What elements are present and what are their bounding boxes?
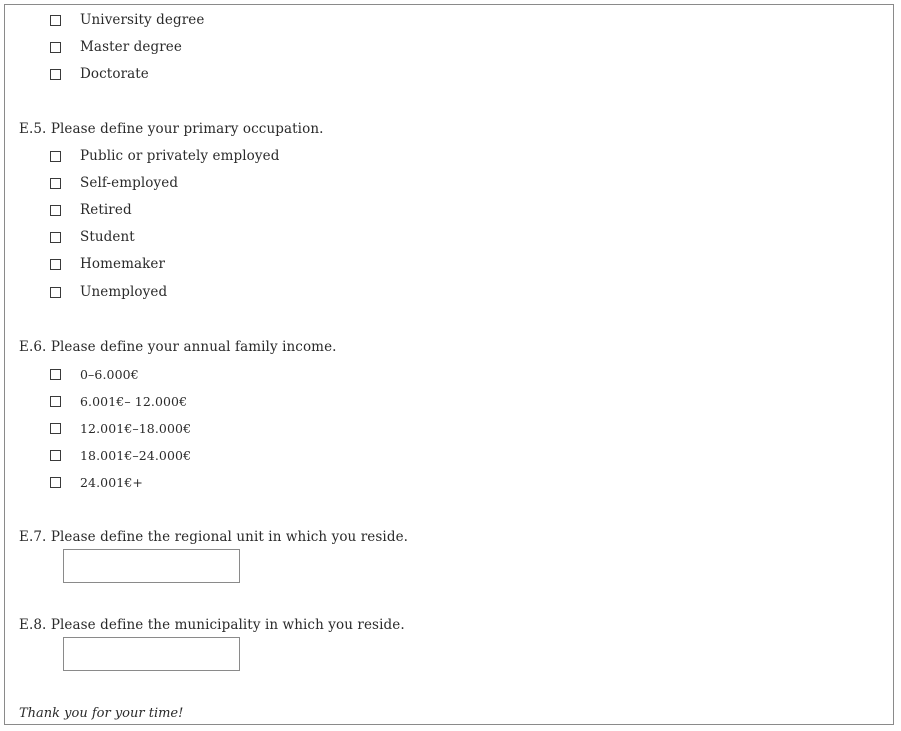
checkbox[interactable]: [50, 178, 61, 189]
checkbox[interactable]: [50, 15, 61, 26]
checkbox[interactable]: [50, 423, 61, 434]
option-income-4[interactable]: [50, 446, 191, 464]
option-student[interactable]: [50, 228, 135, 246]
option-retired[interactable]: [50, 201, 132, 219]
option-label: 24.001€+: [80, 474, 143, 490]
option-label: Student: [80, 229, 135, 245]
option-label: 12.001€–18.000€: [80, 420, 192, 436]
regional-unit-input[interactable]: [63, 549, 240, 583]
question-e5: E.5. Please define your primary occupation.: [19, 121, 324, 137]
option-label: 18.001€–24.000€: [80, 447, 192, 463]
option-homemaker[interactable]: [50, 255, 165, 273]
checkbox[interactable]: [50, 396, 61, 407]
option-label: Master degree: [80, 39, 182, 55]
option-doctorate[interactable]: [50, 65, 149, 83]
question-e8: E.8. Please define the municipality in which you reside.: [19, 617, 405, 633]
question-e7: E.7. Please define the regional unit in which you reside.: [19, 529, 409, 545]
checkbox[interactable]: [50, 450, 61, 461]
checkbox[interactable]: [50, 477, 61, 488]
option-self-employed[interactable]: [50, 174, 178, 192]
option-label: Doctorate: [80, 66, 149, 82]
municipality-input[interactable]: [63, 637, 240, 671]
checkbox[interactable]: [50, 369, 61, 380]
option-label: University degree: [80, 12, 205, 28]
option-income-2[interactable]: [50, 392, 187, 410]
option-university-degree[interactable]: [50, 11, 204, 29]
questionnaire-frame: [4, 4, 894, 725]
option-income-1[interactable]: [50, 365, 139, 383]
checkbox[interactable]: [50, 259, 61, 270]
checkbox[interactable]: [50, 287, 61, 298]
option-label: Public or privately employed: [80, 148, 280, 164]
option-employed[interactable]: [50, 147, 279, 165]
option-income-5[interactable]: [50, 473, 143, 491]
checkbox[interactable]: [50, 232, 61, 243]
option-unemployed[interactable]: [50, 283, 167, 301]
option-label: Unemployed: [80, 284, 168, 300]
checkbox[interactable]: [50, 69, 61, 80]
option-master-degree[interactable]: [50, 38, 182, 56]
checkbox[interactable]: [50, 205, 61, 216]
checkbox[interactable]: [50, 151, 61, 162]
closing-message: Thank you for your time!: [19, 706, 184, 721]
option-label: Homemaker: [80, 256, 166, 272]
option-income-3[interactable]: [50, 419, 191, 437]
option-label: 0–6.000€: [80, 366, 139, 382]
option-label: 6.001€– 12.000€: [80, 393, 188, 409]
checkbox[interactable]: [50, 42, 61, 53]
option-label: Retired: [80, 202, 132, 218]
question-e6: E.6. Please define your annual family income.: [19, 339, 337, 355]
option-label: Self-employed: [80, 175, 179, 191]
